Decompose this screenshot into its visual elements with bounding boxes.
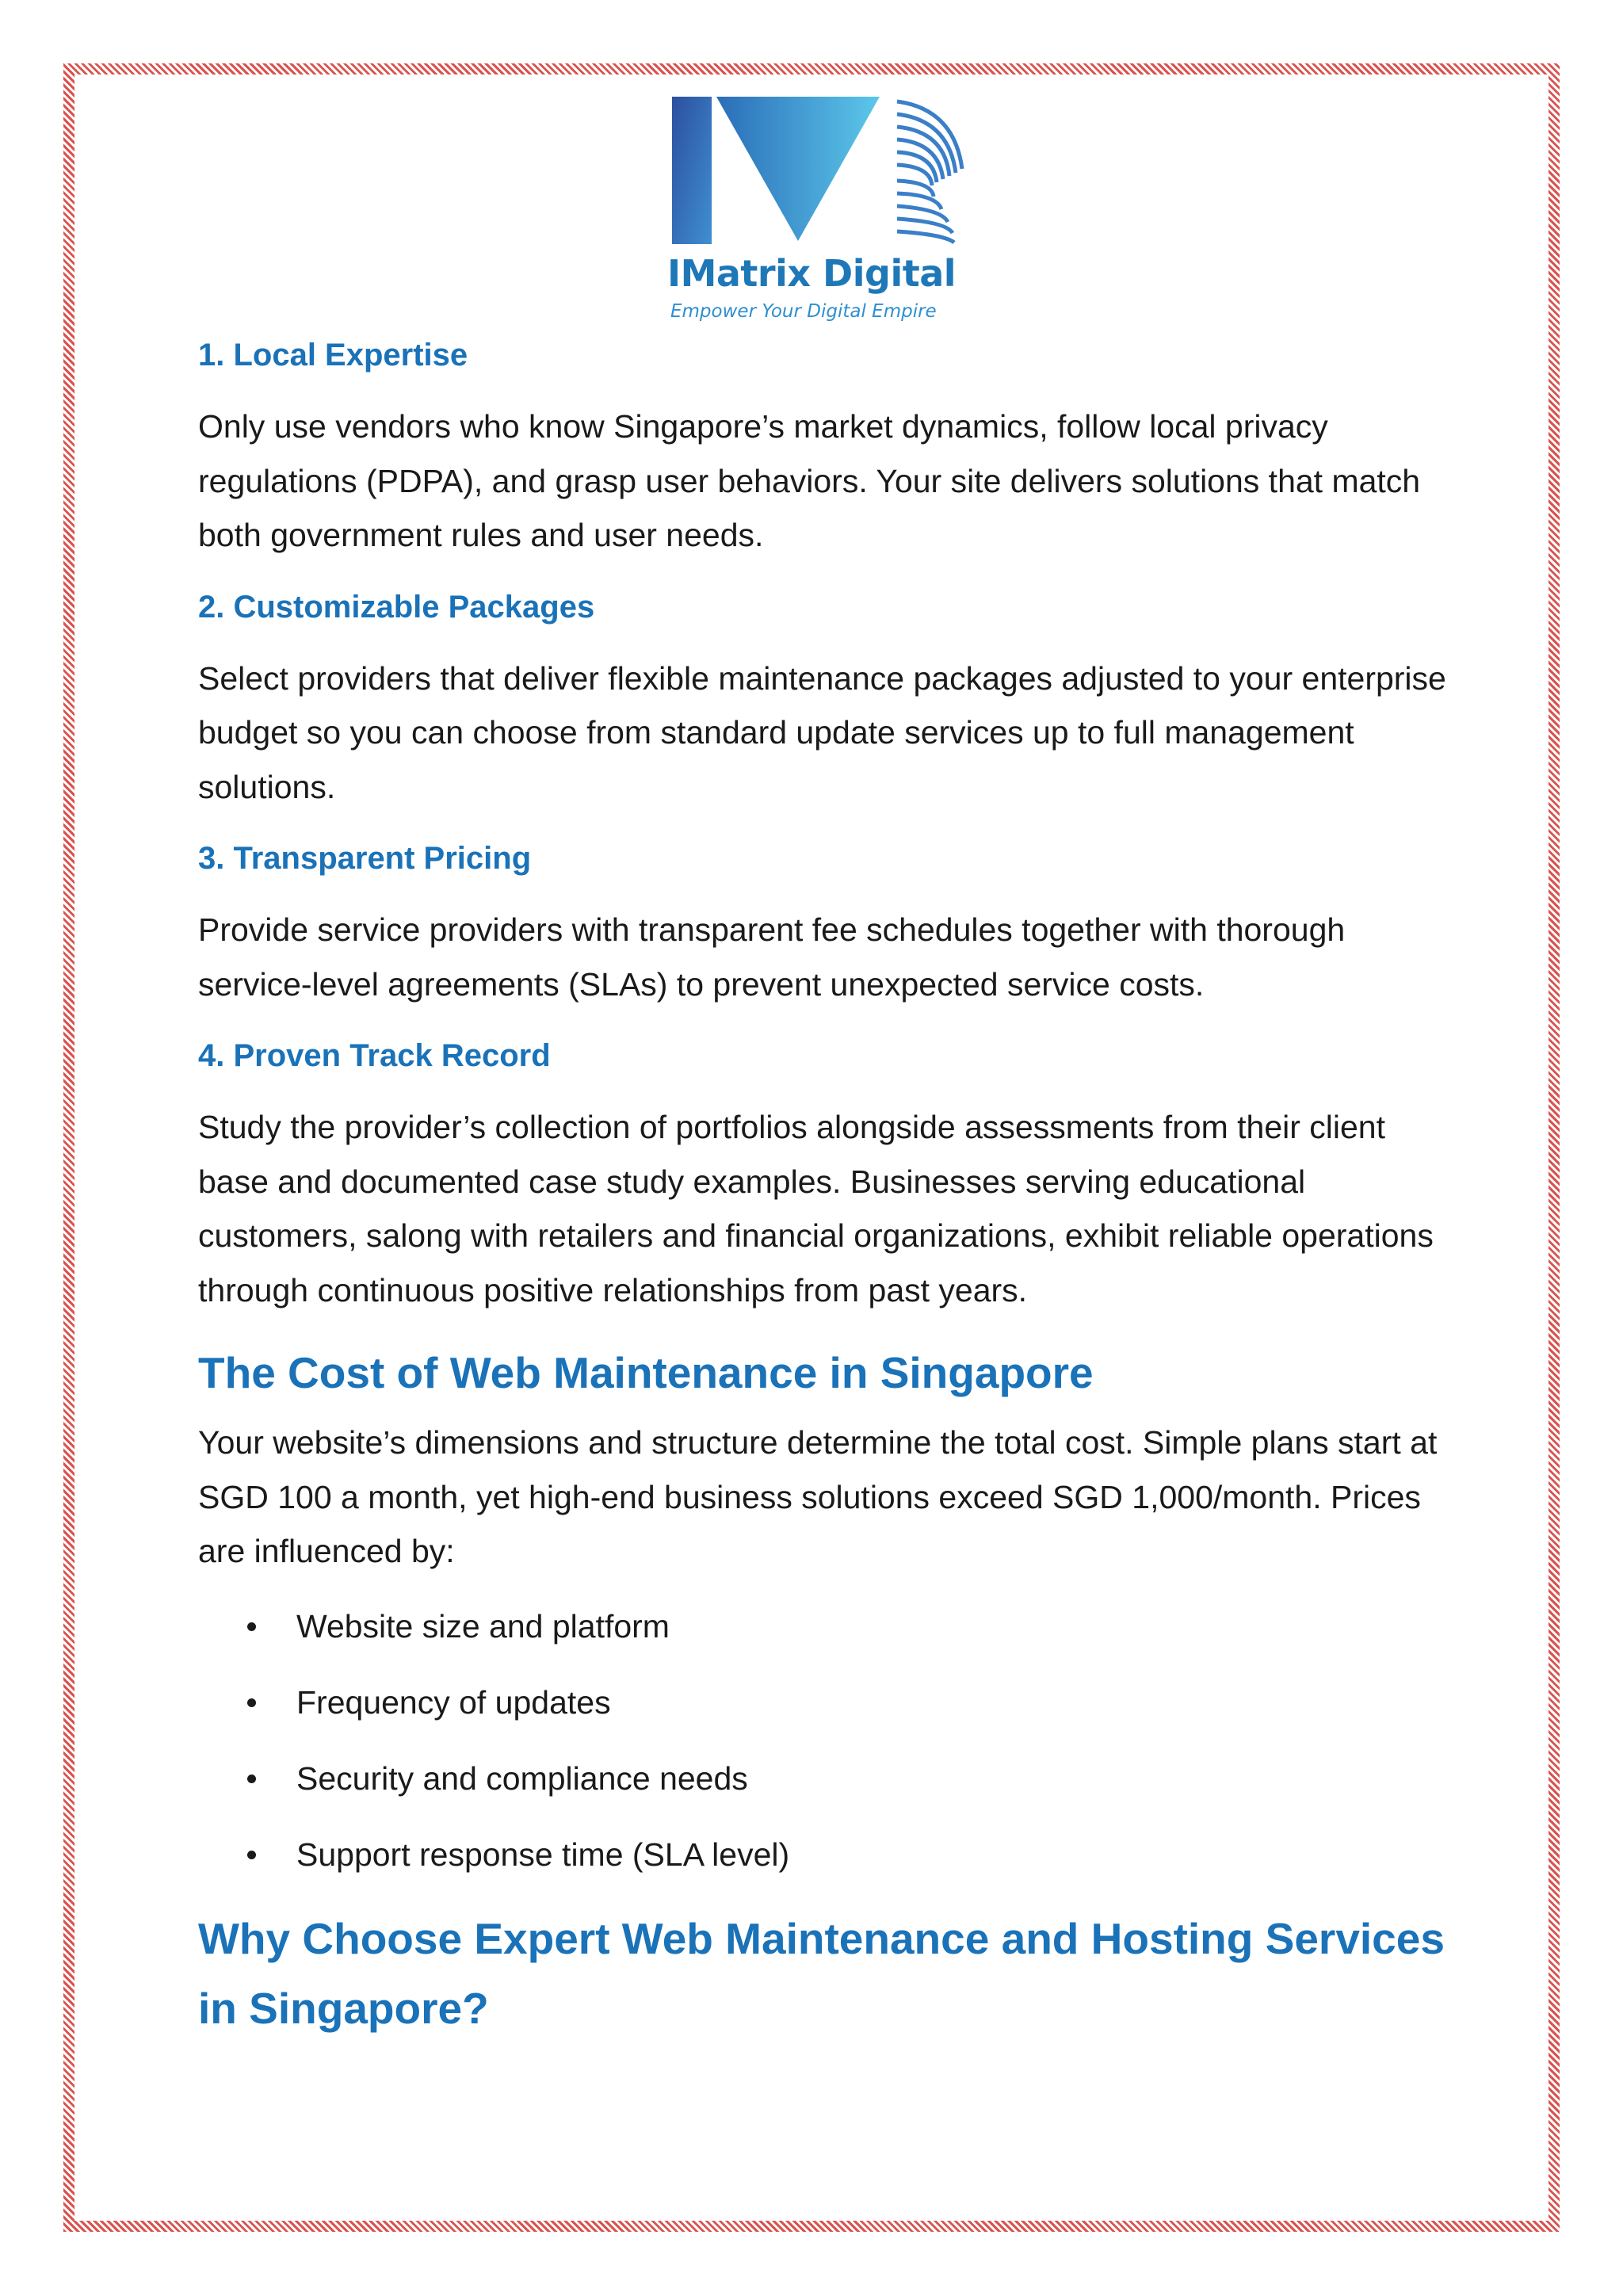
bullet-icon bbox=[247, 1622, 256, 1631]
list-item-text: Website size and platform bbox=[296, 1607, 670, 1645]
section-body-local-expertise: Only use vendors who know Singapore’s market dynamics, follow local privacy regulations (PDPA), and grasp user behaviors. Your site delivers solutions that match both government rules and user needs. bbox=[198, 408, 1421, 553]
list-item-text: Security and compliance needs bbox=[296, 1759, 748, 1797]
logo-tagline: Empower Your Digital Empire bbox=[670, 301, 937, 322]
section-body-transparent-pricing: Provide service providers with transparent fee schedules together with thorough service-level agreements (SLAs) to prevent unexpected service costs. bbox=[198, 911, 1346, 1003]
logo-mark-icon bbox=[659, 94, 968, 252]
heading-cost-of-maintenance: The Cost of Web Maintenance in Singapore bbox=[198, 1348, 1094, 1397]
logo-globe-lines bbox=[897, 101, 962, 243]
section-heading-local-expertise: 1. Local Expertise bbox=[198, 338, 468, 372]
cost-factors-list bbox=[198, 1599, 1450, 1881]
company-logo bbox=[659, 94, 968, 331]
list-item bbox=[198, 1752, 1450, 1805]
heading-why-choose-expert: Why Choose Expert Web Maintenance and Hosting Services in Singapore? bbox=[198, 1913, 1445, 2033]
bullet-icon bbox=[247, 1698, 256, 1707]
list-item bbox=[198, 1599, 1450, 1653]
bullet-icon bbox=[247, 1851, 256, 1859]
bullet-icon bbox=[247, 1775, 256, 1783]
list-item-text: Frequency of updates bbox=[296, 1683, 611, 1721]
section-body-customizable-packages: Select providers that deliver flexible maintenance packages adjusted to your enterprise budget so you can choose from standard update services up to full management solutions. bbox=[198, 659, 1446, 805]
list-item-text: Support response time (SLA level) bbox=[296, 1836, 790, 1873]
list-item bbox=[198, 1675, 1450, 1729]
logo-triangle bbox=[716, 97, 880, 241]
section-heading-transparent-pricing: 3. Transparent Pricing bbox=[198, 841, 532, 876]
section-heading-proven-track-record: 4. Proven Track Record bbox=[198, 1038, 551, 1073]
logo-bar bbox=[672, 97, 712, 244]
list-item bbox=[198, 1828, 1450, 1881]
document-body bbox=[198, 331, 1450, 2051]
cost-body: Your website’s dimensions and structure determine the total cost. Simple plans start at SGD 100 a month, yet high-end business solutions exceed SGD 1,000/month. Prices are influenced by: bbox=[198, 1424, 1438, 1569]
section-heading-customizable-packages: 2. Customizable Packages bbox=[198, 589, 595, 625]
section-body-proven-track-record: Study the provider’s collection of portfolios alongside assessments from their client base and documented case study examples. Businesses serving educational customers, salong with retailers and financial organizations, exhibit reliable operations through continuous positive relationships from past years. bbox=[198, 1109, 1434, 1308]
logo-wordmark: IMatrix Digital bbox=[667, 252, 957, 295]
